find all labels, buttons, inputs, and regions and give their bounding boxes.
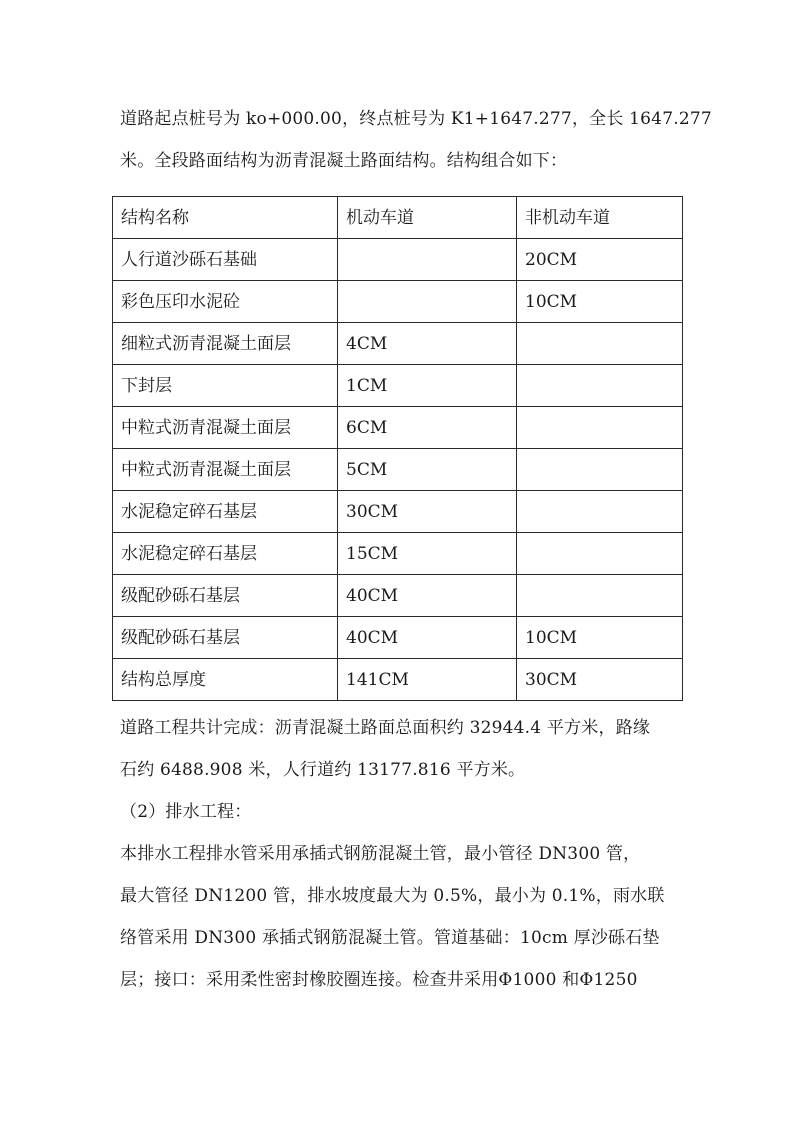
table-cell: 水泥稳定碎石基层 [113,491,338,533]
table-cell [338,281,517,323]
paragraph-line: 络管采用 DN300 承插式钢筋混凝土管。管道基础：10cm 厚沙砾石垫 [120,928,660,948]
paragraph-line: 石约 6488.908 米，人行道约 13177.816 平方米。 [120,760,526,780]
table-cell: 10CM [517,617,683,659]
table-row [113,407,683,449]
section-heading: （2）排水工程： [120,802,252,822]
table-cell [517,491,683,533]
table-cell: 级配砂砾石基层 [113,617,338,659]
column-header: 非机动车道 [517,197,683,239]
table-row [113,659,683,701]
table-row [113,281,683,323]
table-cell: 40CM [338,575,517,617]
table-cell: 彩色压印水泥砼 [113,281,338,323]
table-cell [517,449,683,491]
table-cell [517,407,683,449]
table-cell: 结构总厚度 [113,659,338,701]
table-cell: 水泥稳定碎石基层 [113,533,338,575]
table-cell: 30CM [517,659,683,701]
table-cell [517,575,683,617]
table-cell: 20CM [517,239,683,281]
column-header: 结构名称 [113,197,338,239]
table-cell [517,323,683,365]
table-cell [517,365,683,407]
table-row [113,365,683,407]
table-cell: 级配砂砾石基层 [113,575,338,617]
paragraph-line: 层；接口：采用柔性密封橡胶圈连接。检查井采用Φ1000 和Φ1250 [120,970,638,990]
table-row [113,575,683,617]
paragraph-line: 道路起点桩号为 ko+000.00，终点桩号为 K1+1647.277，全长 1647.277 [120,109,712,129]
table-cell: 141CM [338,659,517,701]
table-cell: 细粒式沥青混凝土面层 [113,323,338,365]
paragraph-line: 最大管径 DN1200 管，排水坡度最大为 0.5%，最小为 0.1%，雨水联 [120,886,665,906]
table-row [113,239,683,281]
table-row [113,491,683,533]
table-cell: 下封层 [113,365,338,407]
table-cell: 1CM [338,365,517,407]
table-cell: 4CM [338,323,517,365]
table-row [113,323,683,365]
table-row [113,533,683,575]
table-cell: 40CM [338,617,517,659]
paragraph-line: 米。全段路面结构为沥青混凝土路面结构。结构组合如下： [120,151,568,171]
table-cell [517,533,683,575]
table-cell: 人行道沙砾石基础 [113,239,338,281]
table-header-row [113,197,683,239]
table-cell: 5CM [338,449,517,491]
table-cell: 10CM [517,281,683,323]
table-cell: 中粒式沥青混凝土面层 [113,407,338,449]
table-cell: 30CM [338,491,517,533]
table-cell: 15CM [338,533,517,575]
table-row [113,449,683,491]
paragraph-line: 道路工程共计完成：沥青混凝土路面总面积约 32944.4 平方米，路缘 [120,718,651,738]
table-cell: 中粒式沥青混凝土面层 [113,449,338,491]
structure-table-container [112,196,682,701]
table-row [113,617,683,659]
structure-table [112,196,683,701]
paragraph-line: 本排水工程排水管采用承插式钢筋混凝土管，最小管径 DN300 管， [120,844,641,864]
column-header: 机动车道 [338,197,517,239]
table-cell [338,239,517,281]
table-cell: 6CM [338,407,517,449]
